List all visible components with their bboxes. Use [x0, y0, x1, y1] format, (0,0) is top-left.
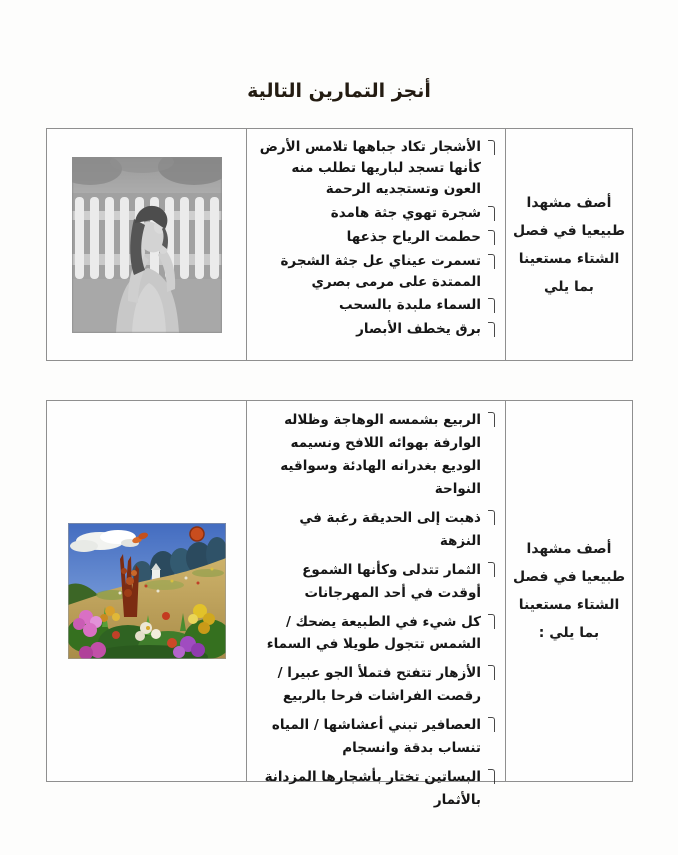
prompt-cell-2	[505, 401, 632, 781]
item-text: الربيع بشمسه الوهاجة وظلاله الوارفة بهوائه اللافح ونسيمه الوديع بغدرانه الهادئة وسواقيه النواحة	[280, 412, 481, 497]
item-text: البساتين تختار بأشجارها المزدانة بالأثمار	[264, 769, 481, 809]
exercise-item	[255, 319, 495, 340]
exercise-item	[255, 251, 495, 293]
exercise-item	[255, 137, 495, 200]
item-text: ذهبت إلى الحديقة رغبة في النزهة	[299, 509, 481, 549]
item-text: كل شيء في الطبيعة يضحك / الشمس تتجول طويلا في السماء	[266, 613, 481, 653]
item-bracket-icon	[488, 412, 495, 427]
items-cell-2	[246, 401, 505, 809]
item-text: السماء ملبدة بالسحب	[339, 297, 481, 314]
item-bracket-icon	[488, 140, 495, 155]
prompt-cell-1	[505, 129, 632, 360]
item-bracket-icon	[488, 254, 495, 269]
item-text: الأشجار تكاد جباهها تلامس الأرض كأنها تسجد لباريها تطلب منه العون وتستجديه الرحمة	[259, 139, 481, 197]
girl-in-rain-photo	[72, 157, 222, 333]
item-bracket-icon	[488, 510, 495, 525]
page-title: أنجز التمارين التالية	[247, 80, 431, 102]
item-bracket-icon	[488, 717, 495, 732]
exercise-item	[255, 766, 495, 812]
exercise-item	[255, 203, 495, 224]
item-text: الثمار تتدلى وكأنها الشموع أوقدت في أحد المهرجانات	[302, 561, 481, 601]
image-cell-1	[47, 129, 246, 360]
item-bracket-icon	[488, 769, 495, 784]
item-bracket-icon	[488, 562, 495, 577]
prompt-text-2: أصف مشهدا طبيعيا في فصل الشتاء مستعينا بما يلي :	[512, 541, 626, 641]
item-text: شجرة تهوي جثة هامدة	[330, 204, 481, 221]
item-text: الأزهار تتفتح فتملأ الجو عبيرا / رقصت الفراشات فرحا بالربيع	[277, 665, 481, 705]
item-bracket-icon	[488, 298, 495, 313]
items-cell-1	[246, 129, 505, 360]
item-text: برق يخطف الأبصار	[356, 321, 481, 338]
item-text: تسمرت عيناي عل جثة الشجرة الممتدة على مرمى بصري	[280, 252, 481, 290]
exercise-item	[255, 295, 495, 316]
item-bracket-icon	[488, 230, 495, 245]
exercise-item	[255, 409, 495, 501]
exercise-item	[255, 714, 495, 760]
exercise-item	[255, 507, 495, 553]
item-bracket-icon	[488, 614, 495, 629]
exercise-item	[255, 662, 495, 708]
exercise-table-1	[46, 128, 633, 361]
item-bracket-icon	[488, 322, 495, 337]
item-bracket-icon	[488, 206, 495, 221]
item-text: حطمت الرياح جذعها	[346, 228, 481, 245]
item-text: العصافير تبني أعشاشها / المياه تنساب بدقة وانسجام	[271, 717, 481, 757]
exercise-item	[255, 559, 495, 605]
item-bracket-icon	[488, 665, 495, 680]
image-cell-2	[47, 401, 246, 781]
spring-meadow-photo	[68, 523, 226, 659]
exercise-item	[255, 611, 495, 657]
exercise-item	[255, 227, 495, 248]
exercise-table-2	[46, 400, 633, 809]
prompt-text-1: أصف مشهدا طبيعيا في فصل الشتاء مستعينا بما يلي	[512, 194, 626, 295]
